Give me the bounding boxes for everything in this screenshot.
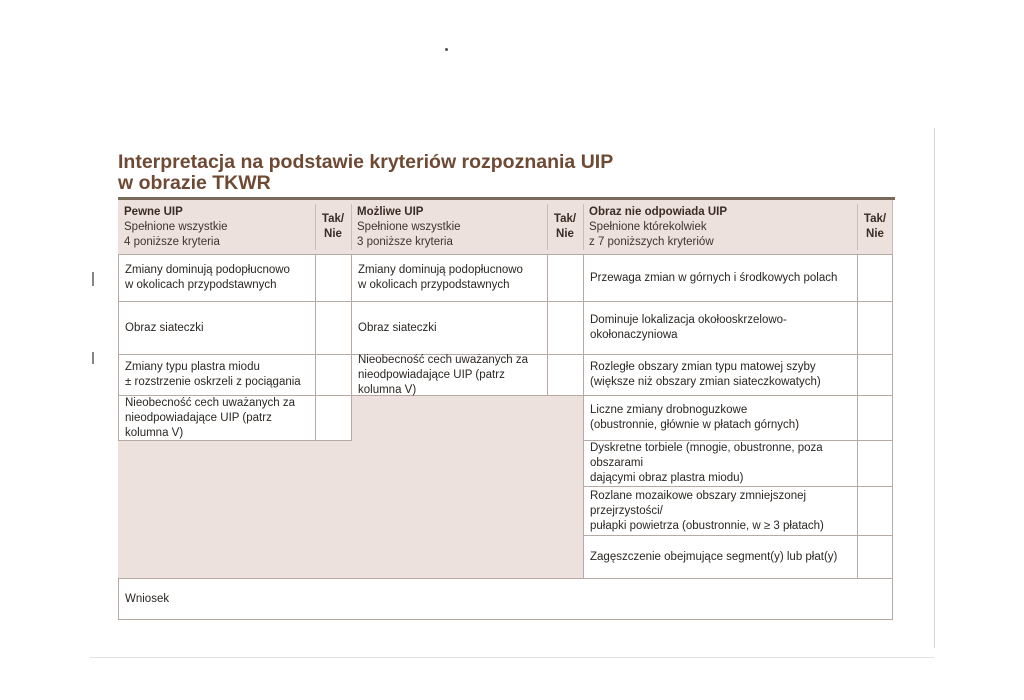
col1-criterion-cell: Obraz siateczki: [118, 301, 316, 355]
col1-criterion-cell: Nieobecność cech uważanych za nieodpowiadające UIP (patrz kolumna V): [118, 395, 316, 441]
col1-header: [118, 200, 315, 254]
col3-subtitle-line: z 7 poniższych kryteriów: [589, 236, 714, 248]
col2-subtitle-line: Spełnione wszystkie: [357, 221, 461, 233]
title-line-1: Interpretacja na podstawie kryteriów rozpoznania UIP: [118, 151, 614, 173]
header-divider: [351, 204, 352, 250]
col3-yes-no-cell[interactable]: [857, 354, 893, 396]
conclusion-field[interactable]: [118, 578, 893, 620]
col2-title: Możliwe UIP: [357, 206, 424, 218]
col1-yes-no-cell[interactable]: [315, 254, 352, 302]
scan-page-edge-right: [934, 128, 935, 648]
col3-criterion-cell: Przewaga zmian w górnych i środkowych polach: [583, 254, 858, 302]
col2-header: [351, 200, 547, 254]
col3-criterion-cell: Liczne zmiany drobnoguzkowe (obustronnie, głównie w płatach górnych): [583, 395, 858, 441]
col2-criterion-cell: Obraz siateczki: [351, 301, 548, 355]
col2-criterion-cell: Zmiany dominują podopłucnowo w okolicach przypodstawnych: [351, 254, 548, 302]
col3-yes-no-cell[interactable]: [857, 254, 893, 302]
col3-title: Obraz nie odpowiada UIP: [589, 206, 728, 218]
scan-page-edge-bottom: [90, 657, 934, 658]
col3-criterion-cell: Rozległe obszary zmian typu matowej szyby (większe niż obszary zmian siateczkowatych): [583, 354, 858, 396]
col3-yes-no-cell[interactable]: [857, 440, 893, 487]
title-line-2: w obrazie TKWR: [118, 172, 271, 194]
header-divider: [315, 204, 316, 250]
col2-yes-no-cell[interactable]: [547, 254, 584, 302]
col3-header: [583, 200, 857, 254]
margin-mark: [92, 272, 94, 286]
col1-subtitle-line: 4 poniższe kryteria: [124, 236, 220, 248]
col2-criterion-cell: Nieobecność cech uważanych za nieodpowiadające UIP (patrz kolumna V): [351, 354, 548, 396]
document-title: [118, 152, 718, 194]
col1-yes-no-header: Tak/ Nie: [321, 213, 345, 240]
scan-speck: [445, 48, 448, 51]
col3-yes-no-cell[interactable]: [857, 395, 893, 441]
col3-criterion-cell: Zagęszczenie obejmujące segment(y) lub płat(y): [583, 535, 858, 579]
col1-criterion-cell: Zmiany typu plastra miodu ± rozstrzenie oskrzeli z pociągania: [118, 354, 316, 396]
criteria-form: [118, 200, 893, 620]
col3-criterion-cell: Rozlane mozaikowe obszary zmniejszonej przejrzystości/ pułapki powietrza (obustronnie, w ≥ 3 płatach): [583, 486, 858, 536]
col3-yes-no-cell[interactable]: [857, 535, 893, 579]
col1-criterion-cell: Zmiany dominują podopłucnowo w okolicach przypodstawnych: [118, 254, 316, 302]
col1-yes-no-cell[interactable]: [315, 395, 352, 441]
col3-yes-no-header: Tak/ Nie: [863, 213, 887, 240]
header-divider: [857, 204, 858, 250]
header-divider: [583, 204, 584, 250]
col3-subtitle-line: Spełnione którekolwiek: [589, 221, 707, 233]
col3-criterion-cell: Dyskretne torbiele (mnogie, obustronne, poza obszarami dającymi obraz plastra miodu): [583, 440, 858, 487]
col2-subtitle-line: 3 poniższe kryteria: [357, 236, 453, 248]
margin-mark: [92, 352, 94, 364]
col3-criterion-cell: Dominuje lokalizacja okołooskrzelowo-okołonaczyniowa: [583, 301, 858, 355]
conclusion-label: Wniosek: [125, 592, 170, 605]
col2-yes-no-cell[interactable]: [547, 301, 584, 355]
col3-yes-no-cell[interactable]: [857, 301, 893, 355]
col1-yes-no-cell[interactable]: [315, 354, 352, 396]
col2-yes-no-cell[interactable]: [547, 354, 584, 396]
col2-yes-no-header: Tak/ Nie: [553, 213, 577, 240]
col3-yes-no-cell[interactable]: [857, 486, 893, 536]
col1-title: Pewne UIP: [124, 206, 183, 218]
col1-yes-no-cell[interactable]: [315, 301, 352, 355]
col1-subtitle-line: Spełnione wszystkie: [124, 221, 228, 233]
header-divider: [547, 204, 548, 250]
